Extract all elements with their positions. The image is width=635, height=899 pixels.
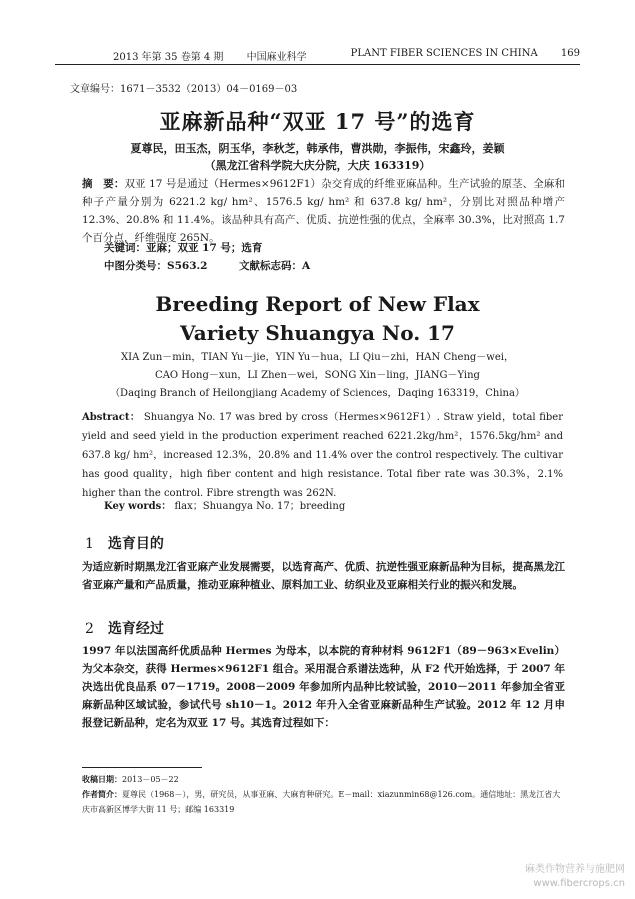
section-title: 选育目的 (107, 536, 164, 552)
section-heading-1 (85, 533, 164, 553)
cn-abstract-text: 双亚 17 号是通过（Hermes×9612F1）杂交育成的纤维亚麻品种。生产试验的原茎、全麻和种子产量分别为 6221.2 kg/ hm²、1576.5 kg/ hm² 和 637.8 kg/ hm²，分别比对照品种增产 12.3%、20.8% 和 11.4%。该品种具有高产、优质、抗逆性强的优点，全麻率 30.3%，比对照高 1.7 个百分点，纤维强度 265N。 (82, 178, 565, 244)
en-authors (0, 349, 635, 403)
footnote (82, 772, 565, 817)
en-title (0, 290, 635, 348)
cn-classification: 中图分类号：S563.2 文献标志码：A (104, 260, 311, 272)
en-keywords (104, 497, 345, 512)
issue-info: 2013 年第 35 卷第 4 期 (113, 52, 224, 63)
section-heading-2 (85, 618, 164, 638)
section-body-1: 为适应新时期黑龙江省亚麻产业发展需要，以选育高产、优质、抗逆性强亚麻新品种为目标，提高黑龙江省亚麻产量和产品质量，推动亚麻种植业、原料加工业、纺织业及亚麻相关行业的振兴和发展。 (82, 561, 565, 591)
author-label: 作者简介： (82, 789, 122, 799)
journal-name-cn: 中国麻业科学 (246, 52, 307, 63)
en-authors-line1: XIA Zun－min，TIAN Yu－jie，YIN Yu－hua，LI Qiu－zhi，HAN Cheng－wei， (121, 352, 514, 363)
header-left (113, 48, 307, 63)
section-number: 1 (85, 536, 94, 552)
cn-abstract (82, 175, 565, 247)
article-number: 文章编号：1671－3532（2013）04－0169－03 (70, 84, 298, 95)
cn-title: 亚麻新品种“双亚 17 号”的选育 (159, 109, 476, 134)
en-abstract-label: Abstract： (82, 412, 141, 423)
author-info (82, 787, 565, 817)
cn-keywords: 关键词：亚麻；双亚 17 号；选育 (104, 242, 263, 254)
cn-affiliation: （黑龙江省科学院大庆分院，大庆 163319） (204, 159, 431, 172)
section-number: 2 (85, 621, 94, 637)
en-authors-line2: CAO Hong－xun，LI Zhen－wei，SONG Xin－ling，JIANG－Ying (155, 370, 480, 381)
en-keywords-text: flax；Shuangya No. 17；breeding (174, 501, 346, 512)
section-title: 选育经过 (107, 621, 164, 637)
received-value: 2013－05－22 (122, 775, 179, 784)
watermark-line2: www.fibercrops.cn (533, 878, 625, 889)
received-date (82, 772, 565, 787)
cn-abstract-label: 摘 要： (82, 178, 125, 190)
en-title-line2: Variety Shuangya No. 17 (180, 321, 455, 345)
page-number: 169 (560, 48, 580, 59)
running-header (55, 38, 580, 65)
watermark (525, 863, 625, 891)
en-abstract-text: Shuangya No. 17 was bred by cross（Hermes×9612F1）. Straw yield，total fiber yield and seed yield in the production experiment reached 6221.2kg/hm²，1576.5kg/hm² and 637.8 kg/ hm²，increased 12.3%，20.8% and 11.4% over the control respectively. The cultivar has good quality，high fiber content and high resistance. Total fiber rate was 30.3%，2.1% higher than the control. Fibre strength was 262N. (82, 412, 563, 499)
en-affiliation: （Daqing Branch of Heilongjiang Academy of Sciences，Daqing 163319，China） (110, 388, 525, 399)
en-keywords-label: Key words： (104, 501, 172, 512)
footnote-divider (82, 767, 202, 768)
section-body-2: 1997 年以法国高纤优质品种 Hermes 为母本，以本院的育种材料 9612F1（89－963×Evelin）为父本杂交，获得 Hermes×9612F1 组合。采用混合系谱法选种，从 F2 代开始选择，于 2007 年决选出优良品系 07－1719。2008－2009 年参加所内品种比较试验，2010－2011 年参加全省亚麻新品种区域试验，参试代号 sh10－1。2012 年升入全省亚麻新品种生产试验。2012 年 12 月申报登记新品种，定名为双亚 17 号。其选育过程如下： (82, 645, 565, 729)
header-right (351, 48, 580, 59)
en-title-line1: Breeding Report of New Flax (155, 292, 480, 316)
author-value: 夏尊民（1968－），男，研究员，从事亚麻、大麻育种研究。E－mail：xiazunmin68@126.com。通信地址：黑龙江省大庆市高新区博学大街 11 号；邮编 163319 (82, 790, 561, 814)
journal-name-en: PLANT FIBER SCIENCES IN CHINA (350, 48, 538, 59)
en-abstract (82, 408, 563, 503)
received-label: 收稿日期： (82, 774, 122, 784)
cn-authors: 夏尊民，田玉杰，阴玉华，李秋芝，韩承伟，曹洪勋，李振伟，宋鑫玲，姜颖 (130, 142, 505, 155)
watermark-line1: 麻类作物营养与施肥网 (525, 864, 625, 875)
